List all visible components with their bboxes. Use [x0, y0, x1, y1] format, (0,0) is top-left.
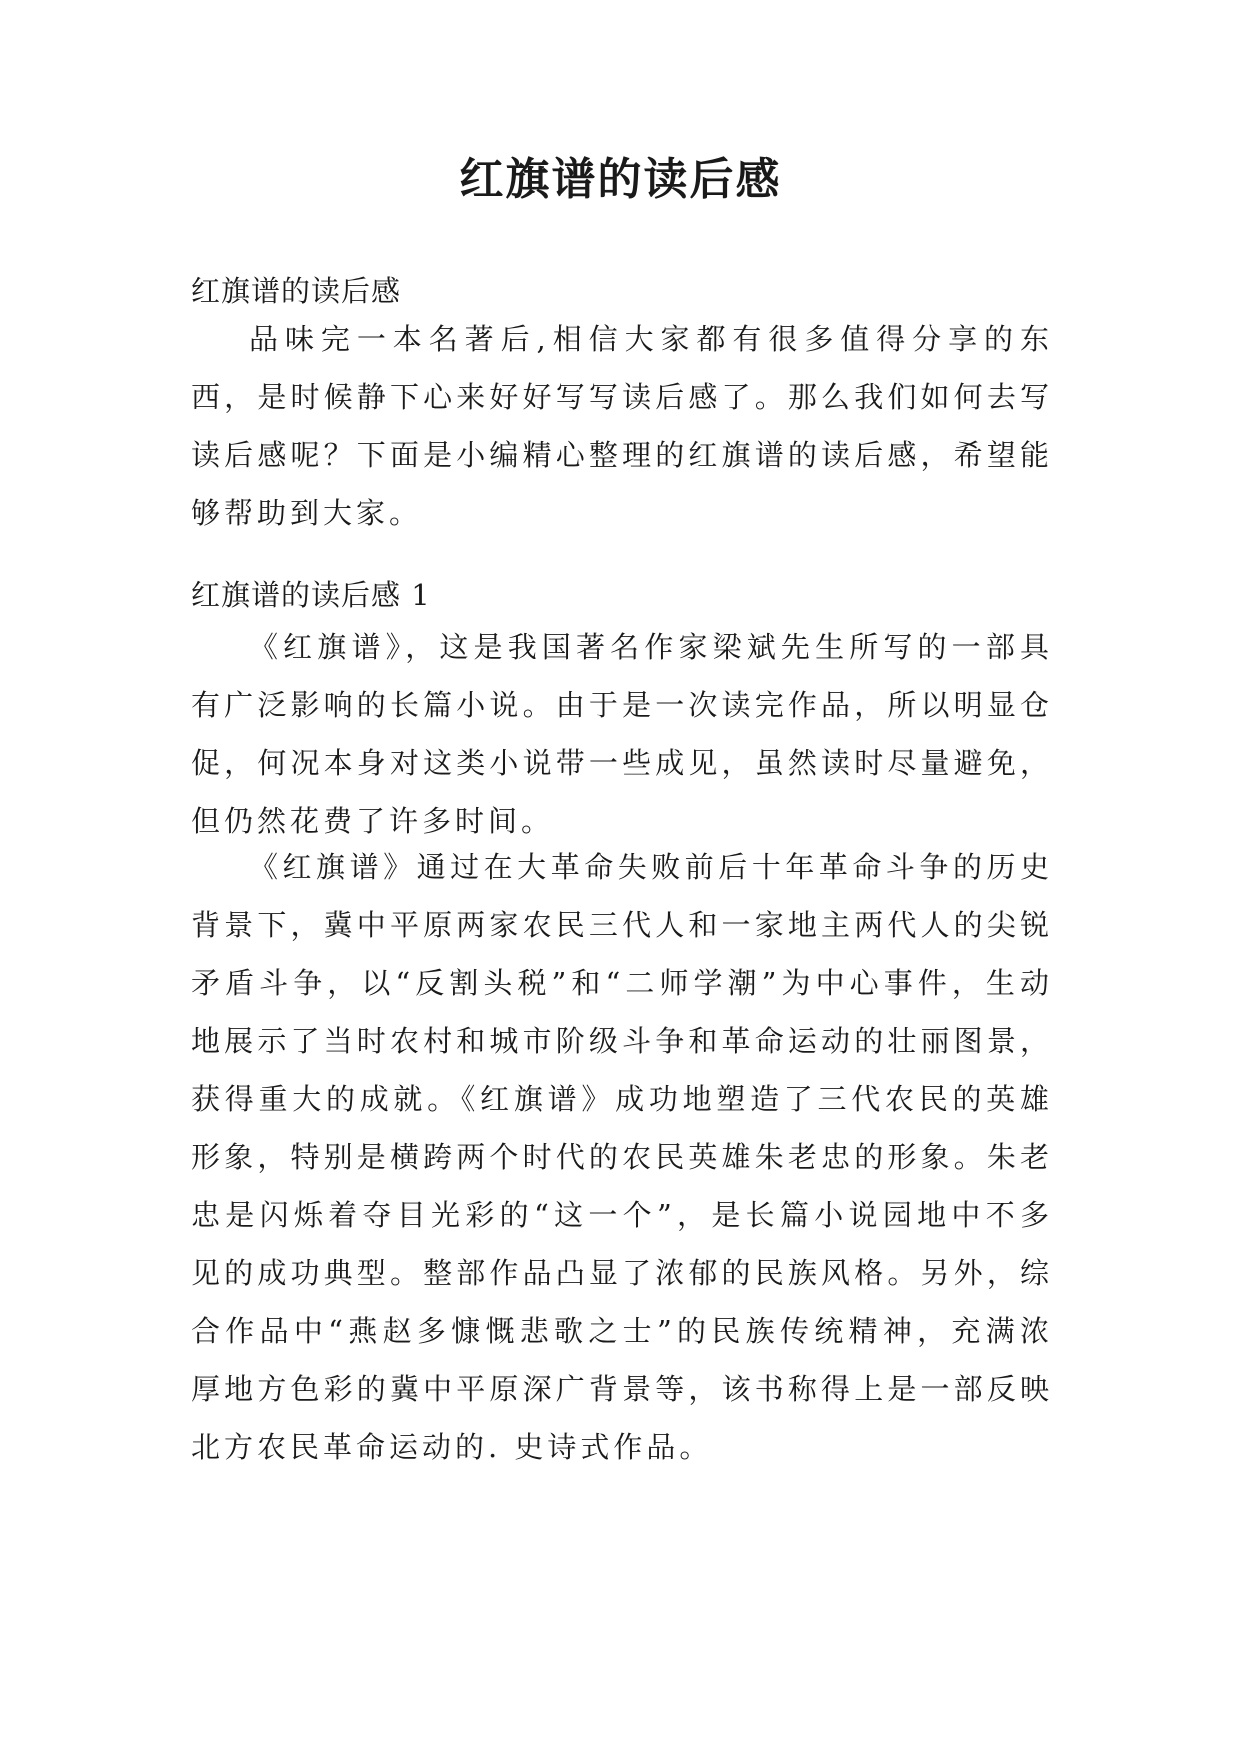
- intro-paragraph: 品味完一本名著后,相信大家都有很多值得分享的东西，是时候静下心来好好写写读后感了。那么我们如何去写读后感呢？下面是小编精心整理的红旗谱的读后感，希望能够帮助到大家。: [191, 322, 1053, 530]
- document-title: 红旗谱的读后感: [459, 154, 782, 205]
- intro-heading: 红旗谱的读后感: [191, 274, 402, 308]
- section-1-paragraph-2: 《红旗谱》通过在大革命失败前后十年革命斗争的历史背景下，冀中平原两家农民三代人和一家地主两代人的尖锐矛盾斗争，以“反割头税”和“二师学潮”为中心事件，生动地展示了当时农村和城市阶级斗争和革命运动的壮丽图景，获得重大的成就。《红旗谱》成功地塑造了三代农民的英雄形象，特别是横跨两个时代的农民英雄朱老忠的形象。朱老忠是闪烁着夺目光彩的“这一个”，是长篇小说园地中不多见的成功典型。整部作品凸显了浓郁的民族风格。另外，综合作品中“燕赵多慷慨悲歌之士”的民族传统精神，充满浓厚地方色彩的冀中平原深广背景等，该书称得上是一部反映北方农民革命运动的. 史诗式作品。: [191, 850, 1053, 1464]
- section-1-paragraph-1: 《红旗谱》，这是我国著名作家梁斌先生所写的一部具有广泛影响的长篇小说。由于是一次读完作品，所以明显仓促，何况本身对这类小说带一些成见，虽然读时尽量避免，但仍然花费了许多时间。: [191, 630, 1053, 838]
- section-1-heading: 红旗谱的读后感 1: [191, 578, 431, 612]
